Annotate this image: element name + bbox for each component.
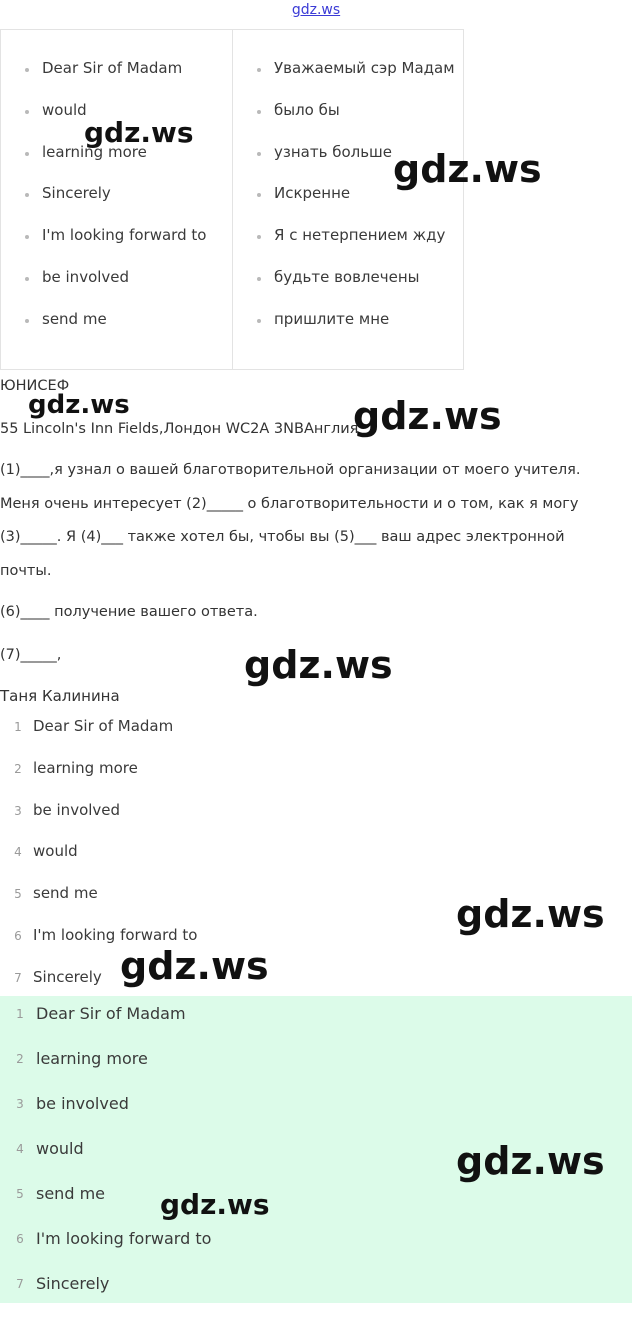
letter-address: 55 Lincoln's Inn Fields,Лондон WC2A 3NBАнглия — [0, 421, 359, 437]
bullet-icon — [25, 319, 29, 323]
list-item: 1 Dear Sir of Madam — [16, 1004, 186, 1023]
bullet-icon — [25, 110, 29, 114]
bullet-icon — [257, 110, 261, 114]
letter-line: (7)_____, — [0, 647, 62, 663]
watermark: gdz.ws — [244, 643, 393, 687]
vocab-item: send me — [1, 310, 232, 352]
vocab-item: Я с нетерпением жду — [233, 226, 463, 268]
bullet-icon — [25, 235, 29, 239]
letter-line: почты. — [0, 563, 52, 579]
letter-signature: Таня Калинина — [0, 687, 120, 705]
list-item: 4 would — [16, 1139, 84, 1158]
bullet-icon — [25, 277, 29, 281]
letter-line: (1)____,я узнал о вашей благотворительной организации от моего учителя. — [0, 462, 581, 478]
list-item: 6 I'm looking forward to — [16, 1229, 212, 1248]
list-item: 7 Sincerely — [14, 967, 102, 986]
answer-list — [0, 717, 632, 1010]
vocab-table — [0, 29, 464, 370]
bullet-icon — [257, 193, 261, 197]
list-item: 2 learning more — [16, 1049, 148, 1068]
list-item: 2 learning more — [14, 758, 138, 777]
vocab-item: would — [1, 101, 232, 143]
watermark: gdz.ws — [28, 390, 130, 420]
bullet-icon — [25, 193, 29, 197]
letter-org: ЮНИСЕФ — [0, 378, 70, 394]
watermark: gdz.ws — [353, 394, 502, 438]
vocab-item: узнать больше — [233, 143, 463, 185]
list-item: 4 would — [14, 842, 78, 861]
vocab-column-english — [1, 30, 232, 369]
watermark: gdz.ws — [160, 1188, 270, 1221]
list-item: 1 Dear Sir of Madam — [14, 717, 174, 735]
letter-line: Меня очень интересует (2)_____ о благотворительности и о том, как я могу — [0, 496, 579, 512]
list-item: 6 I'm looking forward to — [14, 925, 198, 944]
vocab-item: Уважаемый сэр Мадам — [233, 59, 463, 101]
vocab-item: будьте вовлечены — [233, 268, 463, 310]
bullet-icon — [257, 152, 261, 156]
watermark: gdz.ws — [456, 1139, 605, 1183]
vocab-item: Dear Sir of Madam — [1, 59, 232, 101]
vocab-item: Sincerely — [1, 184, 232, 226]
watermark: gdz.ws — [120, 944, 269, 988]
watermark: gdz.ws — [84, 116, 194, 149]
vocab-item: I'm looking forward to — [1, 226, 232, 268]
bullet-icon — [257, 277, 261, 281]
watermark: gdz.ws — [393, 147, 542, 191]
bullet-icon — [25, 68, 29, 72]
list-item: 7 Sincerely — [16, 1274, 110, 1293]
vocab-item: be involved — [1, 268, 232, 310]
bullet-icon — [257, 68, 261, 72]
letter-line: (3)_____. Я (4)___ также хотел бы, чтобы вы (5)___ ваш адрес электронной — [0, 529, 565, 545]
bullet-icon — [25, 152, 29, 156]
list-item: 3 be involved — [16, 1094, 129, 1113]
bullet-icon — [257, 319, 261, 323]
vocab-item: Искренне — [233, 184, 463, 226]
bullet-icon — [257, 235, 261, 239]
vocab-item: пришлите мне — [233, 310, 463, 352]
vocab-column-russian — [232, 30, 463, 369]
list-item: 3 be involved — [14, 800, 121, 819]
vocab-item: было бы — [233, 101, 463, 143]
list-item: 5 send me — [14, 884, 98, 903]
vocab-item: learning more — [1, 143, 232, 185]
list-item: 5 send me — [16, 1184, 105, 1203]
letter-line: (6)____ получение вашего ответа. — [0, 604, 258, 620]
watermark: gdz.ws — [456, 892, 605, 936]
site-link[interactable]: gdz.ws — [291, 2, 341, 18]
